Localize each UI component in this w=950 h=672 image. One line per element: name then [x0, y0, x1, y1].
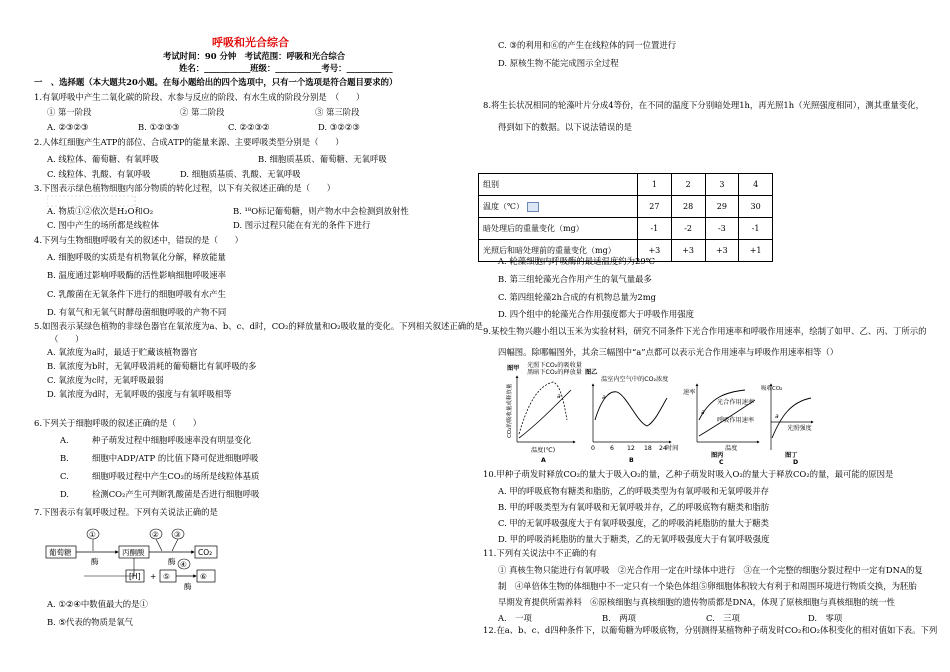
curve-label: 呼吸作用速率	[717, 417, 755, 424]
option-b: B. 细胞质基质、葡萄糖、无氧呼吸	[258, 154, 387, 164]
table-cell-text: 温度（℃）	[483, 201, 524, 211]
data-table	[478, 173, 773, 262]
question-4: 4.下列与生物细胞呼吸有关的叙述中，错误的是（ ）	[34, 235, 243, 245]
option-a: A. ②③②③	[47, 122, 89, 132]
circle-1-label: ①	[89, 530, 96, 539]
option-a: 种子萌发过程中细胞呼吸速率没有明显变化	[92, 435, 252, 445]
tick-label: 12	[627, 445, 635, 452]
respiration-diagram	[44, 524, 234, 596]
point-a-label: a	[602, 394, 606, 401]
option-a: A. ①②④中数值最大的是①	[47, 599, 148, 609]
option-item: ① 第一阶段	[47, 107, 92, 117]
option-d: D. 四个组中的轮藻光合作用强度都大于呼吸作用强度	[498, 309, 694, 319]
table-cell: +3	[671, 240, 705, 262]
axis-label: 吸收CO₂	[761, 386, 783, 392]
graph-title: 图乙	[585, 369, 598, 376]
table-cell: 3	[705, 174, 739, 196]
question-7: 7.下图表示有氧呼吸过程。下列有关说法正确的是	[34, 507, 218, 517]
option-b: B. 氧浓度为b时，无氧呼吸消耗的葡萄糖比有氧呼吸的多	[47, 361, 257, 371]
tick-label: 时间	[666, 445, 679, 452]
option-d: D. 零项	[808, 613, 843, 623]
tick-label: 24	[659, 445, 667, 452]
circle-2-label: ②	[152, 530, 159, 539]
table-cell: -1	[638, 218, 672, 240]
option-item: ③ 第三阶段	[315, 107, 360, 117]
question-11-body: 早期发育提供所需养料 ⑥原核细胞与真核细胞的遗传物质都是DNA，体现了原核细胞与真核细胞的统一性	[498, 597, 895, 607]
option-a: A. 一项	[498, 613, 532, 623]
option-b: B. 两项	[602, 613, 636, 623]
option-a: A. 甲的呼吸底物有糖类和脂肪，乙的呼吸类型为有氧呼吸和无氧呼吸并存	[498, 486, 769, 496]
table-cell: 1	[638, 174, 672, 196]
glucose-label: 葡萄糖	[49, 548, 72, 557]
option-c: C. 线粒体、乳酸、有氧呼吸	[47, 169, 151, 179]
table-cell: 光照后和暗处理前的重量变化（mg）	[479, 240, 638, 262]
option-a: A. 氧浓度为a时，最适于贮藏该植物器官	[47, 347, 198, 357]
circle-4-label: ④	[180, 560, 187, 569]
student-fields: 姓名：___________班级：___________考号：___________	[179, 63, 393, 73]
panel-label: A	[541, 457, 546, 464]
option-d: D. 细胞质基质、乳酸、无氧呼吸	[180, 169, 301, 179]
option-c: C. 图中产生的场所都是线粒体	[47, 220, 159, 230]
legend-text: 光照下CO₂的吸收量	[527, 362, 582, 369]
option-key: B.	[60, 453, 69, 463]
point-a-label: a	[557, 393, 561, 400]
point-a-label: a	[775, 413, 779, 420]
option-c: C. 三项	[706, 613, 740, 623]
option-c: 细胞呼吸过程中产生CO₂的场所是线粒体基质	[92, 471, 260, 481]
image-icon	[527, 202, 539, 212]
question-9: 9.某校生物兴趣小组以玉米为实验材料，研究不同条件下光合作用速率和呼吸作用速率，绘制了如甲、乙、丙、丁所示的	[483, 326, 927, 336]
table-cell	[479, 196, 638, 218]
question-1: 1.有氧呼吸中产生二氧化碳的阶段、水参与反应的阶段、有水生成的阶段分别是 （ ）	[34, 92, 365, 102]
question-5: 5.如图表示某绿色植物的非绿色器官在氧浓度为a、b、c、d时，CO₂的释放量和O₂吸收量的变化。下列相关叙述正确的是	[34, 321, 483, 331]
page-title: 呼吸和光合综合	[212, 36, 289, 49]
question-11-body: ① 真核生物只能进行有氧呼吸 ②光合作用一定在叶绿体中进行 ③在一个完整的细胞分裂过程中一定有DNA的复	[498, 565, 923, 575]
graph-title: 图丙	[711, 452, 724, 459]
table-cell: -2	[671, 218, 705, 240]
pyruvate-label: 丙酮酸	[122, 548, 145, 557]
table-row	[479, 196, 773, 218]
legend-text: 黑暗下CO₂的释放量	[527, 369, 582, 376]
option-b: B. ¹⁸O标记葡萄糖，则产物水中会检测到放射性	[233, 206, 409, 216]
table-cell: -1	[739, 218, 773, 240]
option-a: A. 线粒体、葡萄糖、有氧呼吸	[47, 154, 159, 164]
question-6: 6.下列关于细胞呼吸的叙述正确的是（ ）	[34, 418, 202, 428]
circle-6-label: ⑥	[200, 572, 207, 581]
option-a: A. 物质①②依次是H₂O和O₂	[47, 206, 154, 216]
question-5-bracket: （ ）	[50, 334, 84, 344]
enzyme-label: 酶	[184, 582, 192, 591]
table-cell: +3	[705, 240, 739, 262]
axis-label: 温度(℃)	[531, 447, 556, 454]
option-b: B. ①②③③	[138, 122, 180, 132]
question-11-body: 制 ④单倍体生物的体细胞中不一定只有一个染色体组⑤卵细胞体积较大有利于和周围环境进行物质交换，为胚胎	[498, 581, 917, 591]
panel-label: B	[629, 457, 634, 464]
question-11: 11.下列有关说法中不正确的有	[483, 548, 597, 558]
question-9-cont: 四幅图。除哪幅图外，其余三幅图中“a”点都可以表示光合作用速率与呼吸作用速率相等（）	[498, 347, 839, 357]
option-key: C.	[60, 471, 69, 481]
panel-label: D	[793, 459, 799, 464]
option-b: B. 第三组轮藻光合作用产生的氧气量最多	[498, 274, 652, 284]
tick-label: 18	[644, 445, 652, 452]
table-cell: 29	[705, 196, 739, 218]
axis-label: 速率	[683, 389, 696, 396]
option-d: D. 图示过程只能在有光的条件下进行	[233, 220, 371, 230]
option-d: D. 甲的呼吸消耗脂肪的量大于糖类，乙的无氧呼吸强度大于有氧呼吸强度	[498, 534, 770, 544]
axis-label: 温度	[725, 445, 738, 452]
question-8: 8.将生长状况相同的轮藻叶片分成4等份，在不同的温度下分别暗处理1h，再光照1h（光照强度相同），测其重量变化，	[483, 100, 924, 110]
table-cell: +1	[739, 240, 773, 262]
option-c: C. 甲的无氧呼吸强度大于有氧呼吸强度，乙的呼吸消耗脂肪的量大于糖类	[498, 518, 770, 528]
table-cell: 28	[671, 196, 705, 218]
table-cell: 27	[638, 196, 672, 218]
option-d: D. ③②②③	[318, 122, 360, 132]
option-d: D. 原核生物不能完成图示全过程	[498, 58, 619, 68]
table-header-row	[479, 174, 773, 196]
table-cell: 30	[739, 196, 773, 218]
option-b: B. 甲的呼吸类型为有氧呼吸和无氧呼吸并存，乙的呼吸底物有糖类和脂肪	[498, 502, 770, 512]
h-label: [H]	[129, 572, 141, 581]
question-3: 3.下图表示绿色植物细胞内部分物质的转化过程，以下有关叙述正确的是（ ）	[34, 183, 336, 193]
table-cell: +3	[638, 240, 672, 262]
table-cell: -3	[705, 218, 739, 240]
curve-label: 温室内空气中的CO₂浓度	[601, 376, 669, 383]
axis-label: CO₂的吸收量或释放量	[507, 383, 513, 438]
axis-label: 光照强度	[787, 425, 812, 432]
point-a-label: a	[701, 409, 705, 416]
option-key: D.	[60, 489, 70, 499]
co2-label: CO₂	[198, 548, 213, 557]
question-8-cont: 得到如下的数据。以下说法错误的是	[498, 122, 632, 132]
option-a: A. 轮藻细胞内呼吸酶的最适温度约为29℃	[498, 256, 656, 266]
q9-graphs	[505, 360, 815, 464]
option-c: C. 乳酸菌在无氧条件下进行的细胞呼吸有水产生	[47, 289, 226, 299]
question-2: 2.人体红细胞产生ATP的部位、合成ATP的能量来源、主要呼吸类型分别是（ ）	[34, 137, 344, 147]
enzyme-label: 酶	[91, 557, 99, 566]
table-cell: 组别	[479, 174, 638, 196]
option-d: D. 有氧气和无氧气时酵母菌细胞呼吸的产物不同	[47, 307, 227, 317]
panel-label: C	[719, 459, 724, 464]
option-d: D. 氧浓度为d时，无氧呼吸的强度与有氧呼吸相等	[47, 389, 232, 399]
option-c: C. ③的利用和⑥的产生在线粒体的同一位置进行	[498, 40, 677, 50]
tick-label: 0	[591, 445, 595, 452]
curve-label: 光合作用速率	[717, 399, 755, 406]
section-heading: 一 、选择题（本大题共20小题。在每小题给出的四个选项中，只有一个选项是符合题目要求的）	[34, 77, 398, 87]
graph-title: 图丁	[785, 452, 798, 459]
table-cell: 暗处理后的重量变化（mg）	[479, 218, 638, 240]
option-b: 细胞中ADP/ATP 的比值下降可促进细胞呼吸	[92, 453, 259, 463]
option-b: B. 温度通过影响呼吸酶的活性影响细胞呼吸速率	[47, 270, 226, 280]
table-cell: 2	[671, 174, 705, 196]
table-row	[479, 218, 773, 240]
option-a: A. 细胞呼吸的实质是有机物氧化分解，释放能量	[47, 252, 226, 262]
graph-title: 图甲	[507, 365, 520, 372]
tick-label: 6	[610, 445, 614, 452]
exam-meta: 考试时间：90 分钟 考试范围：呼吸和光合综合	[163, 51, 346, 61]
option-key: A.	[60, 435, 69, 445]
table-cell: 4	[739, 174, 773, 196]
option-b: B. ⑤代表的物质是氧气	[47, 617, 133, 627]
option-c: C. ②②③②	[228, 122, 270, 132]
question-10: 10.甲种子萌发时释放CO₂的量大于吸入O₂的量，乙种子萌发时吸入O₂的量大于释放CO₂的量，最可能的原因是	[483, 469, 894, 479]
option-item: ② 第二阶段	[180, 107, 225, 117]
plus-label: +	[150, 572, 157, 581]
option-c: C. 第四组轮藻2h合成的有机物总量为2mg	[498, 292, 657, 302]
option-d: 检测CO₂产生可判断乳酸菌是否进行细胞呼吸	[92, 489, 260, 499]
option-c: C. 氧浓度为c时，无氧呼吸最弱	[47, 375, 164, 385]
question-12: 12.在a、b、c、d四种条件下，以葡萄糖为呼吸底物，分别测得某植物种子萌发时CO₂和O₂体积变化的相对值如下表。下列	[483, 625, 938, 635]
circle-3-label: ③	[174, 530, 181, 539]
enzyme-label: 酶	[168, 557, 176, 566]
circle-5-label: ⑤	[163, 572, 170, 581]
